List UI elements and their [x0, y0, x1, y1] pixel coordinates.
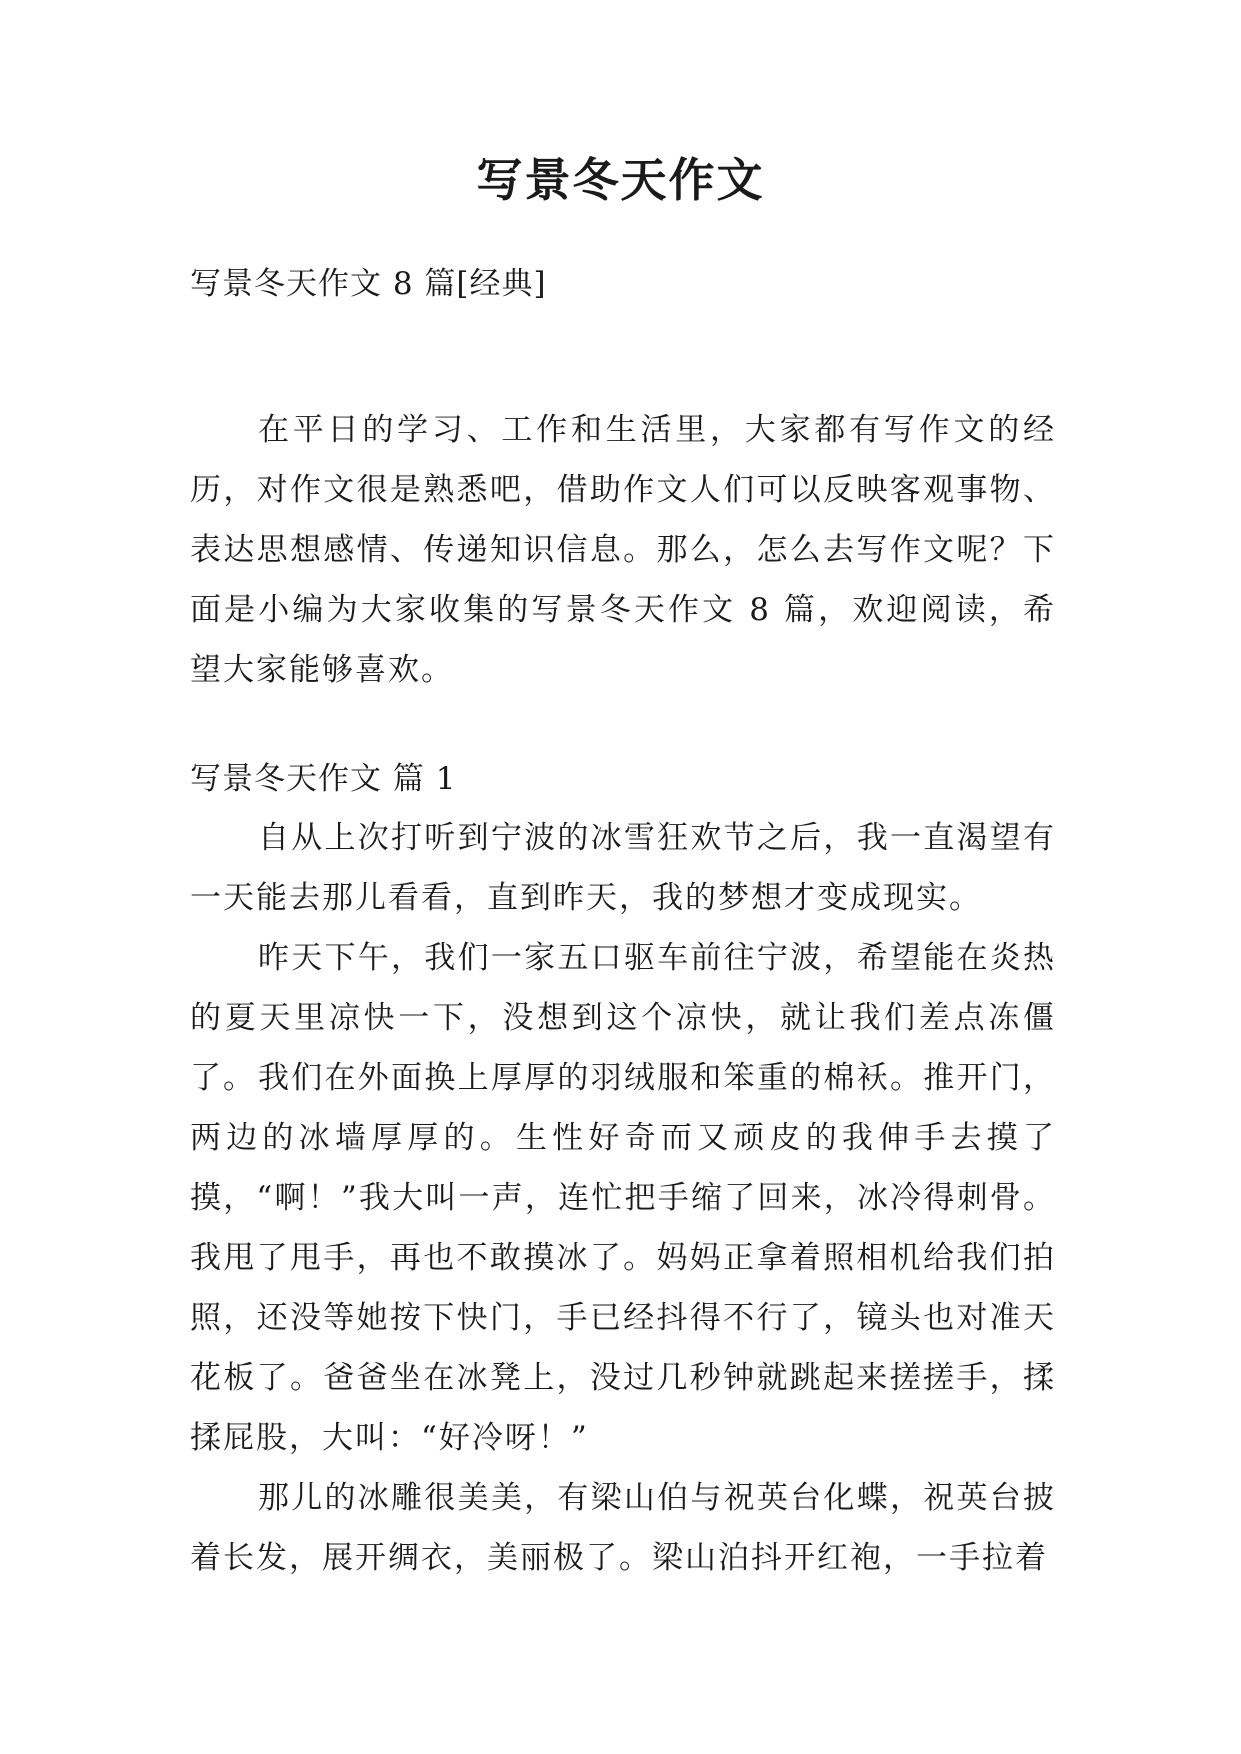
body-paragraph: 我们在外面换上厚厚的羽绒服和笨重的棉袄。推开门，两边的冰墙厚厚的。生性好奇而又顽皮的我伸手去摸了摸，“啊！”我大叫一声，连忙把手缩了回来，冰冷得刺骨。我甩了甩手，再也不敢摸冰了。妈妈正拿着照相机给我们拍照，还没等她按下快门，手已经抖得不行了，镜头也对准天花板了。爸爸坐在冰凳上，没过几秒钟就跳起来搓搓手，揉揉屁股，大叫：“好冷呀！”: [190, 1060, 1056, 1456]
intro-paragraph: 在平日的学习、工作和生活里，大家都有写作文的经历，对作文很是熟悉吧，借助作文人们可以反映客观事物、表达思想感情、传递知识信息。那么，怎么去写作文呢？下面是小编为大家收集的写景冬天作文 8 篇，欢迎阅读，希望大家能够喜欢。: [190, 412, 1056, 688]
body-paragraph: 自从上次打听到宁波的冰雪狂欢节之后，我一直渴望有一天能去那儿看看，直到昨天，我的梦想才变成现实。: [190, 820, 1056, 916]
body-paragraph: 昨天下午，我们一家五口驱车前往宁波，希望能在炎热的夏天里凉快一下，没想到这个凉快，就让我们差点冻僵了。: [190, 940, 1056, 1096]
document-title: 写景冬天作文: [476, 153, 765, 207]
section-heading: 写景冬天作文 篇 1: [190, 761, 457, 797]
body-paragraph: 那儿的冰雕很美美，有梁山伯与祝英台化蝶，祝英台披着长发，展开绸衣，美丽极了。梁山泊抖开红袍，一手拉着: [190, 1480, 1056, 1576]
document-subtitle: 写景冬天作文 8 篇[经典]: [190, 266, 547, 302]
